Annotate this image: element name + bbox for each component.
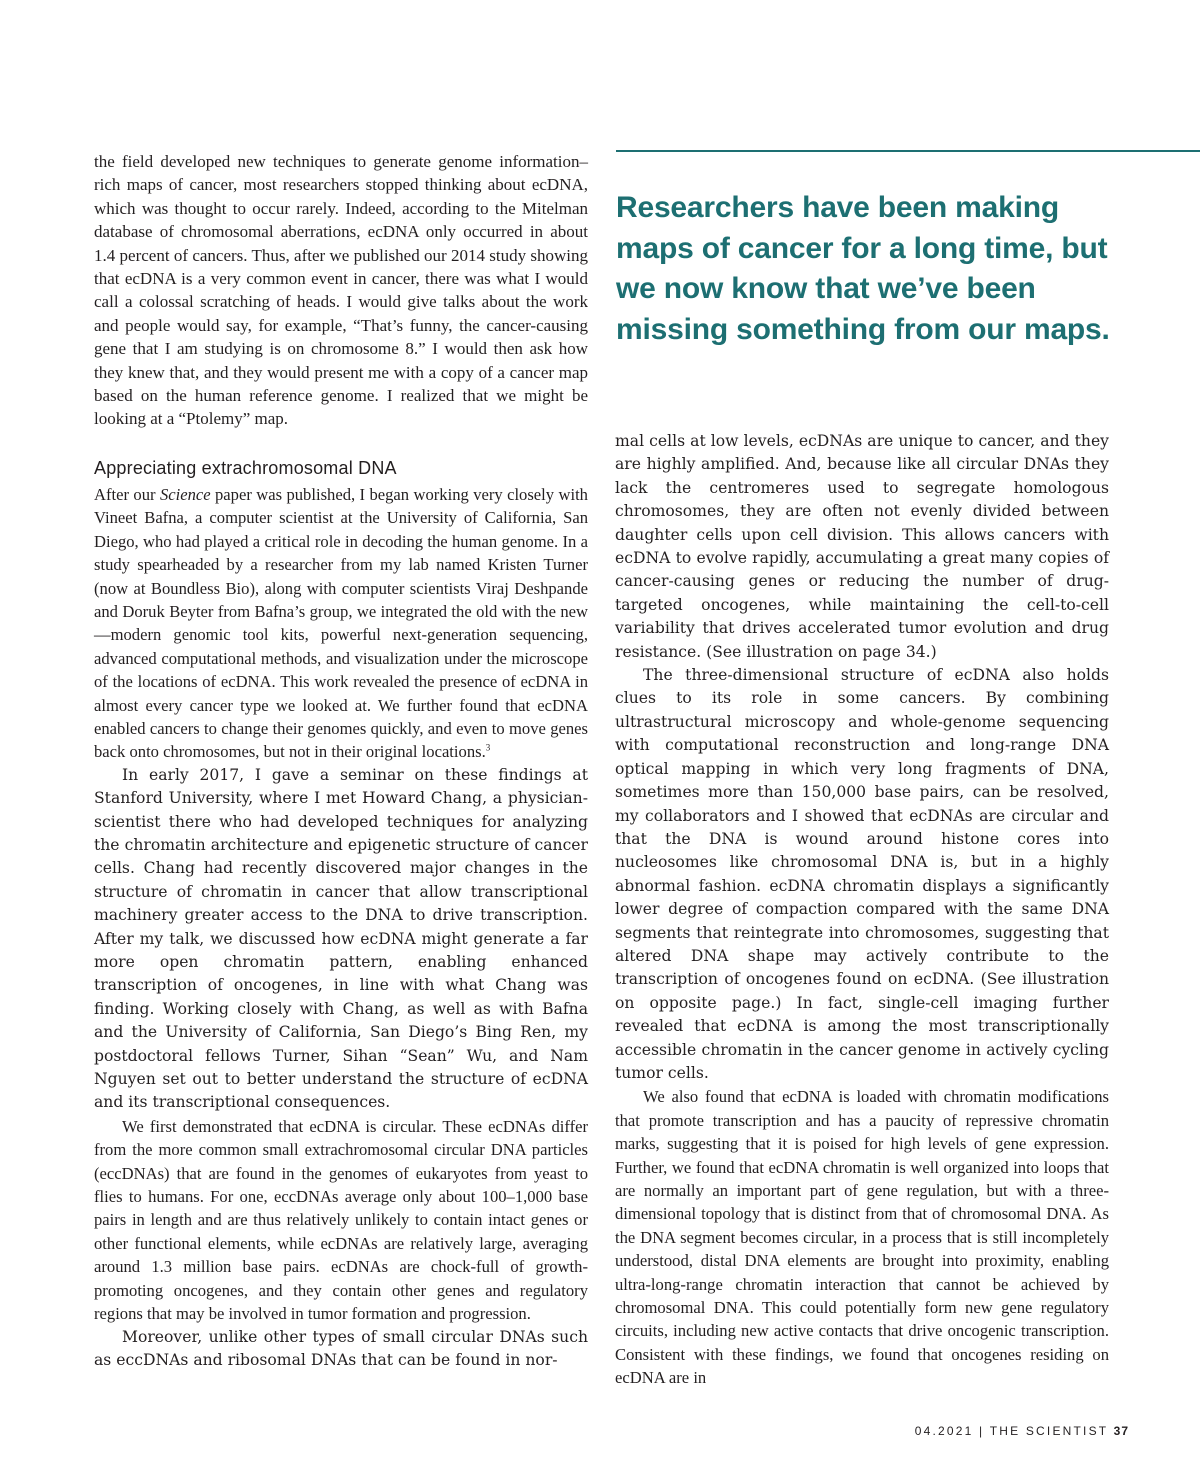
body-text: paper was published, I began working very closely with Vineet Bafna, a computer scientist at the University of California, San Diego, who had played a critical role in decoding the human genome. In a study spearheaded by a researcher from my lab named Kristen Turner (now at Boundless Bio), along with computer scientists Viraj Deshpande and Doruk Beyter from Bafna’s group, we integrated the old with the new—modern genomic tool kits, powerful next-generation sequencing, advanced computational methods, and visualization under the microscope of the locations of ecDNA. This work revealed the presence of ecDNA in almost every cancer type we looked at. We further found that ecDNA enabled cancers to change their genomes quickly, and even to move genes back onto chromosomes, but not in their original locations. bbox=[94, 484, 588, 762]
journal-name: Science bbox=[159, 484, 211, 504]
body-paragraph: Moreover, unlike other types of small circular DNAs such as eccDNAs and ribosomal DNAs that can be found in nor- bbox=[94, 1327, 588, 1369]
magazine-name: THE SCIENTIST bbox=[989, 1424, 1109, 1438]
reference-marker: 3 bbox=[485, 742, 491, 753]
pull-quote-rule bbox=[616, 150, 1200, 152]
intro-paragraph: the field developed new techniques to generate genome information–rich maps of cancer, most researchers stopped thinking about ecDNA, which was thought to occur rarely. Indeed, according to the Mitelman database of chromosomal aberrations, ecDNA only occurred in about 1.4 percent of cancers. Thus, after we published our 2014 study showing that ecDNA is a very common event in cancer, there was what I would call a colossal scratching of heads. I would give talks about the work and people would say, for example, “That’s funny, the cancer-causing gene that I am studying is on chromosome 8.” I would then ask how they knew that, and they would present me with a copy of a cancer map based on the human reference genome. I realized that we might be looking at a “Ptolemy” map. bbox=[94, 152, 588, 429]
footer-separator: | bbox=[979, 1424, 985, 1438]
left-column bbox=[94, 150, 588, 1372]
body-paragraph: In early 2017, I gave a seminar on these findings at Stanford University, where I met Howard Chang, a physician-scientist there who had developed techniques for analyzing the chromatin architecture and epigenetic structure of cancer cells. Chang had recently discovered major changes in the structure of chromatin in cancer that allow transcriptional machinery greater access to the DNA to drive transcription. After my talk, we discussed how ecDNA might generate a far more open chromatin pattern, enabling enhanced transcription of oncogenes, in line with what Chang was finding. Working closely with Chang, as well as with Bafna and the University of California, San Diego’s Bing Ren, my postdoctoral fellows Turner, Sihan “Sean” Wu, and Nam Nguyen set out to better understand the structure of ecDNA and its transcriptional consequences. bbox=[94, 765, 588, 1112]
page-footer bbox=[915, 1424, 1129, 1438]
issue-date: 04.2021 bbox=[914, 1424, 974, 1438]
page-number: 37 bbox=[1113, 1424, 1129, 1438]
body-text: After our bbox=[94, 484, 160, 504]
body-paragraph: mal cells at low levels, ecDNAs are unique to cancer, and they are highly amplified. And, because like all circular DNAs they lack the centromeres used to segregate homologous chromosomes, they are often not evenly divided between daughter cells upon cell division. This allows cancers with ecDNA to evolve rapidly, accumulating a great many copies of cancer-causing genes or reducing the number of drug-targeted oncogenes, while maintaining the cell-to-cell variability that drives accelerated tumor evolution and drug resistance. (See illustration on page 34.) bbox=[615, 432, 1109, 661]
body-paragraph bbox=[94, 483, 588, 764]
right-column bbox=[615, 430, 1109, 1390]
section-subheading: Appreciating extrachromosomal DNA bbox=[94, 457, 397, 478]
body-paragraph: We first demonstrated that ecDNA is circular. These ecDNAs differ from the more common small extrachromosomal circular DNA particles (eccDNAs) that are found in the genomes of eukaryotes from yeast to flies to humans. For one, eccDNAs average only about 100–1,000 base pairs in length and are thus relatively unlikely to contain intact genes or other functional elements, while ecDNAs are relatively large, averaging around 1.3 million base pairs. ecDNAs are chock-full of growth-promoting oncogenes, and they contain other genes and regulatory regions that may be involved in tumor formation and progression. bbox=[94, 1116, 588, 1324]
body-paragraph: We also found that ecDNA is loaded with chromatin modifications that promote transcription and has a paucity of repressive chromatin marks, suggesting that it is poised for high levels of gene expression. Further, we found that ecDNA chromatin is well organized into loops that are normally an important part of gene regulation, but with a three-dimensional topology that is distinct from that of chromosomal DNA. As the DNA segment becomes circular, in a process that is still incompletely understood, distal DNA elements are brought into proximity, enabling ultra-long-range chromatin interaction that cannot be achieved by chromosomal DNA. This could potentially form new gene regulatory circuits, including new active contacts that drive oncogenic transcription. Consistent with these findings, we found that oncogenes residing on ecDNA are in bbox=[615, 1087, 1109, 1388]
body-paragraph: The three-dimensional structure of ecDNA also holds clues to its role in some cancers. By combining ultrastructural microscopy and whole-genome sequencing with computational reconstruction and long-range DNA optical mapping in which very long fragments of DNA, sometimes more than 150,000 base pairs, can be resolved, my collaborators and I showed that ecDNAs are circular and that the DNA is wound around histone cores into nucleosomes like chromosomal DNA is, but in a highly abnormal fashion. ecDNA chromatin displays a significantly lower degree of compaction compared with the same DNA segments that reintegrate into chromosomes, suggesting that altered DNA shape may actively contribute to the transcription of oncogenes found on ecDNA. (See illustration on opposite page.) In fact, single-cell imaging further revealed that ecDNA is among the most transcriptionally accessible chromatin in the cancer genome in actively cycling tumor cells. bbox=[615, 666, 1109, 1082]
pull-quote: Researchers have been making maps of cancer for a long time, but we now know that we’ve been missing something from our maps. bbox=[616, 191, 1110, 346]
